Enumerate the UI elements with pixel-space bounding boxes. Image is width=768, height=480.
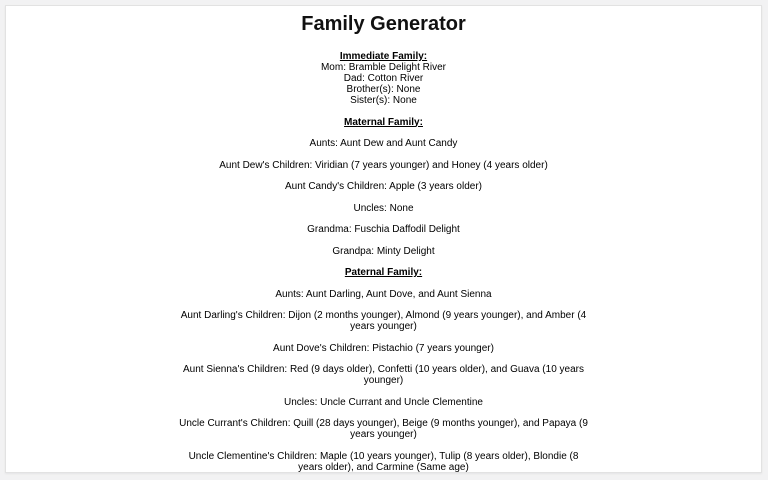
- family-generator-content: [178, 13, 590, 473]
- maternal-uncles: Uncles: None: [353, 202, 414, 214]
- immediate-dad: Dad: Cotton River: [343, 73, 424, 84]
- immediate-brothers: Brother(s): None: [346, 84, 421, 95]
- section-heading-paternal: Paternal Family:: [344, 267, 423, 278]
- maternal-grandma: Grandma: Fuschia Daffodil Delight: [307, 224, 460, 235]
- paternal-aunt-sienna-children: Aunt Sienna's Children: Red (9 days older), Confetti (10 years older), and Guava (10 years younger): [182, 364, 584, 386]
- paternal-uncle-currant-children: Uncle Currant's Children: Quill (28 days younger), Beige (9 months younger), and Papaya (9 years younger): [179, 418, 588, 440]
- maternal-grandpa: Grandpa: Minty Delight: [332, 245, 435, 257]
- section-heading-maternal: Maternal Family:: [344, 116, 423, 128]
- paternal-aunts: Aunts: Aunt Darling, Aunt Dove, and Aunt Sienna: [275, 288, 492, 300]
- immediate-family-section: [178, 51, 590, 106]
- paternal-aunt-darling-children: Aunt Darling's Children: Dijon (2 months younger), Almond (9 years younger), and Amber (4 years younger): [180, 310, 587, 332]
- paternal-aunt-dove-children: Aunt Dove's Children: Pistachio (7 years younger): [273, 342, 494, 354]
- maternal-aunts: Aunts: Aunt Dew and Aunt Candy: [309, 138, 458, 149]
- section-heading-immediate: Immediate Family:: [339, 51, 428, 62]
- paternal-uncles: Uncles: Uncle Currant and Uncle Clementine: [284, 396, 483, 408]
- maternal-aunt-dew-children: Aunt Dew's Children: Viridian (7 years younger) and Honey (4 years older): [219, 159, 548, 171]
- paternal-uncle-clementine-children: Uncle Clementine's Children: Maple (10 years younger), Tulip (8 years older), Blondie (8 years older), and Carmine (Same age): [188, 450, 579, 473]
- page-title: Family Generator: [301, 13, 466, 35]
- immediate-mom: Mom: Bramble Delight River: [320, 62, 447, 73]
- immediate-sisters: Sister(s): None: [350, 95, 417, 106]
- page-panel: [5, 5, 762, 473]
- maternal-aunt-candy-children: Aunt Candy's Children: Apple (3 years older): [284, 181, 482, 192]
